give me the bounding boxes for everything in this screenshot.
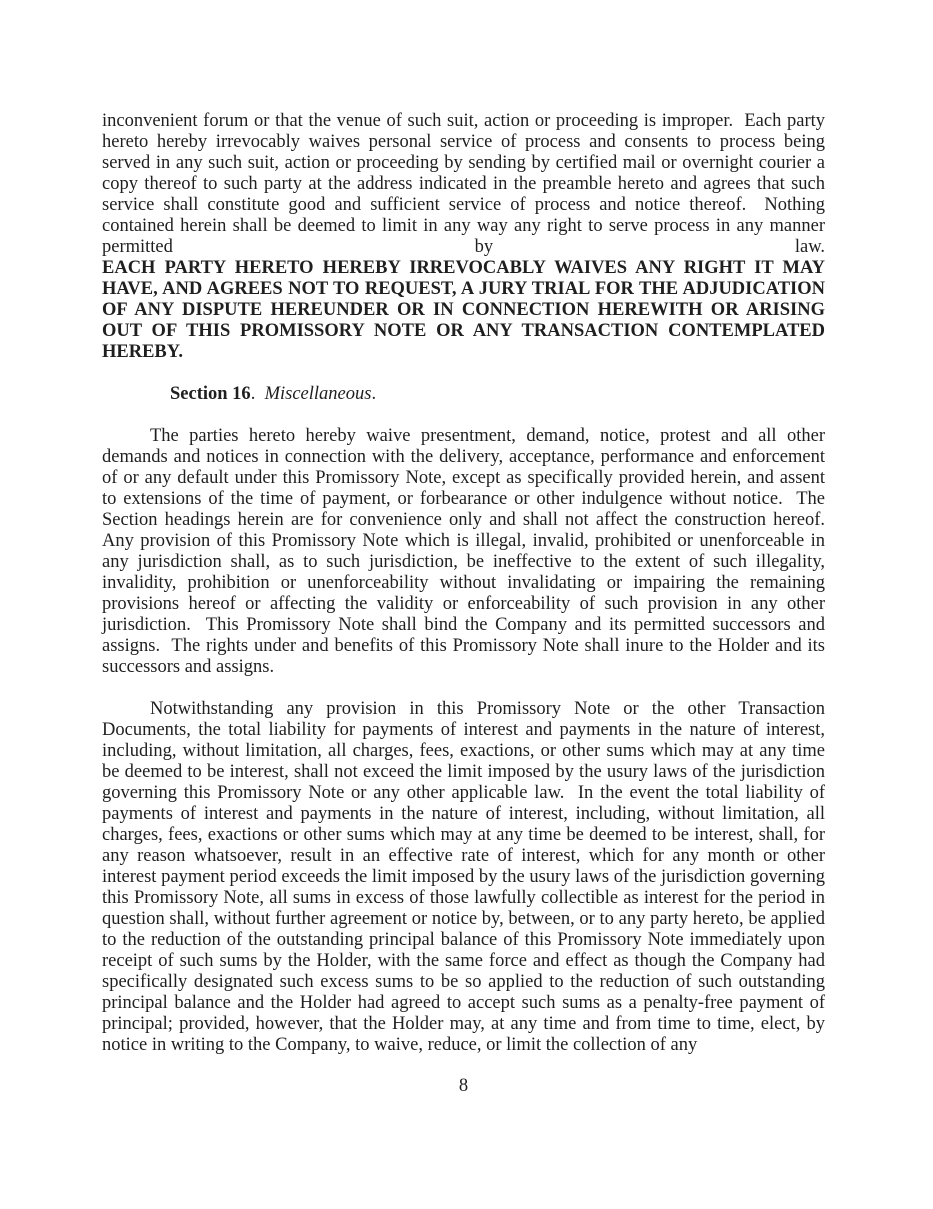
- page-body: [102, 111, 835, 1056]
- section-title: Miscellaneous: [264, 384, 372, 404]
- section-end-punctuation: .: [371, 384, 377, 404]
- page-number: 8: [458, 1076, 469, 1096]
- section-16-heading: [102, 384, 825, 405]
- paragraph-usury-savings: Notwithstanding any provision in this Promissory Note or the other Transaction Documents, the total liability for payments of interest and payments in the nature of interest, including, without limitation, all charges, fees, exactions, or other sums which may at any time be deemed to be interest, shall not exceed the limit imposed by the usury laws of the jurisdiction governing this Promissory Note or any other applicable law. In the event the total liability of payments of interest and payments in the nature of interest, including, without limitation, all charges, fees, exactions or other sums which may at any time be deemed to be interest, shall, for any reason whatsoever, result in an effective rate of interest, which for any month or other interest payment period exceeds the limit imposed by the usury laws of the jurisdiction governing this Promissory Note, all sums in excess of those lawfully collectible as interest for the period in question shall, without further agreement or notice by, between, or to any party hereto, be applied to the reduction of the outstanding principal balance of this Promissory Note immediately upon receipt of such sums by the Holder, with the same force and effect as though the Company had specifically designated such excess sums to be so applied to the reduction of such outstanding principal balance and the Holder had agreed to accept such sums as a penalty-free payment of principal; provided, however, that the Holder may, at any time and from time to time, elect, by notice in writing to the Company, to waive, reduce, or limit the collection of any: [102, 699, 830, 1055]
- paragraph-jury-trial-waiver: EACH PARTY HERETO HEREBY IRREVOCABLY WAIVES ANY RIGHT IT MAY HAVE, AND AGREES NOT TO REQUEST, A JURY TRIAL FOR THE ADJUDICATION OF ANY DISPUTE HEREUNDER OR IN CONNECTION HEREWITH OR ARISING OUT OF THIS PROMISSORY NOTE OR ANY TRANSACTION CONTEMPLATED HEREBY.: [102, 258, 830, 362]
- paragraph-service-of-process: inconvenient forum or that the venue of such suit, action or proceeding is improper. Each party hereto hereby irrevocably waives personal service of process and consents to process being served in any such suit, action or proceeding by sending by certified mail or overnight courier a copy thereof to such party at the address indicated in the preamble hereto and agrees that such service shall constitute good and sufficient service of process and notice thereof. Nothing contained herein shall be deemed to limit in any way any right to serve process in any manner permitted by law.: [102, 111, 830, 257]
- section-separator: .: [250, 384, 265, 404]
- section-number: Section 16: [170, 384, 251, 404]
- paragraph-miscellaneous-body: The parties hereto hereby waive presentment, demand, notice, protest and all other demands and notices in connection with the delivery, acceptance, performance and enforcement of or any default under this Promissory Note, except as specifically provided herein, and assent to extensions of the time of payment, or forbearance or other indulgence without notice. The Section headings herein are for convenience only and shall not affect the construction hereof. Any provision of this Promissory Note which is illegal, invalid, prohibited or unenforceable in any jurisdiction shall, as to such jurisdiction, be ineffective to the extent of such illegality, invalidity, prohibition or unenforceability without invalidating or impairing the remaining provisions hereof or affecting the validity or enforceability of such provision in any other jurisdiction. This Promissory Note shall bind the Company and its permitted successors and assigns. The rights under and benefits of this Promissory Note shall inure to the Holder and its successors and assigns.: [102, 426, 835, 677]
